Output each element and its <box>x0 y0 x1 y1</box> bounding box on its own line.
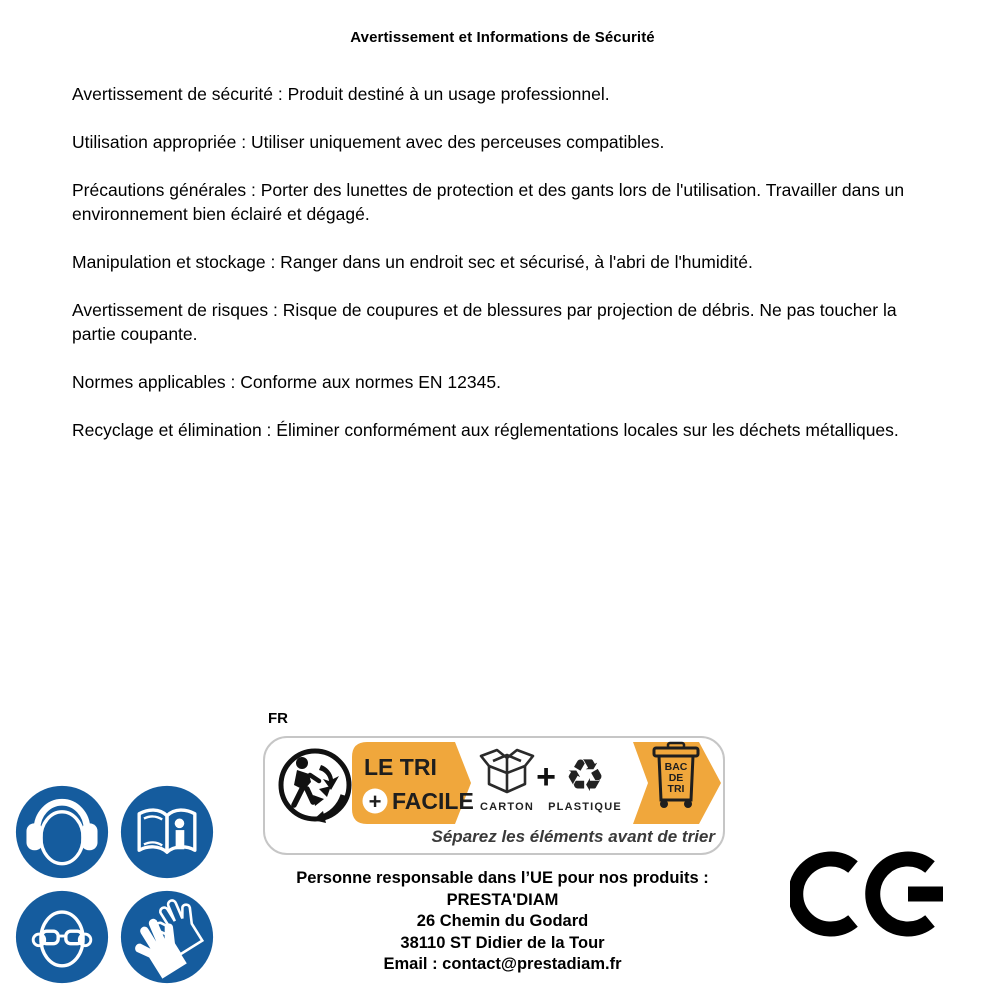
ce-marking-icon <box>790 841 960 947</box>
responsible-intro-line: Personne responsable dans l’UE pour nos produits : <box>296 869 709 887</box>
sorting-tagline: Séparez les éléments avant de trier <box>431 827 715 846</box>
address-city: 38110 ST Didier de la Tour <box>400 933 605 952</box>
materials-plus-sign: + <box>536 758 556 796</box>
bin-label-line1: BAC <box>664 761 688 773</box>
paragraph-general-precautions: Précautions générales : Porter des lunettes de protection et des gants lors de l'utilisation. Travailler dans un environnement bien éclairé et dégagé. <box>72 180 905 224</box>
safety-text-block <box>72 82 938 466</box>
paragraph-risk-warning: Avertissement de risques : Risque de coupures et de blessures par projection de débris. Ne pas toucher la partie coupante. <box>72 300 897 344</box>
info-tri-banner <box>263 736 725 855</box>
bin-label-line3: TRI <box>667 783 685 795</box>
paragraph-recycling: Recyclage et élimination : Éliminer conformément aux réglementations locales sur les déchets métalliques. <box>72 420 899 440</box>
carton-label: CARTON <box>479 801 535 813</box>
page-title: Avertissement et Informations de Sécurité <box>350 29 655 46</box>
address-street: 26 Chemin du Godard <box>416 912 589 930</box>
plus-circle-sign: + <box>368 789 382 814</box>
contact-email: Email : contact@prestadiam.fr <box>383 955 622 973</box>
tri-facile-top-label: LE TRI <box>364 754 437 780</box>
triman-icon <box>281 751 349 823</box>
bin-label-line2: DE <box>668 772 684 784</box>
ear-protection-icon <box>14 784 110 880</box>
read-manual-icon <box>119 784 215 880</box>
tri-facile-bottom-label: FACILE <box>392 788 474 814</box>
paragraph-handling-storage: Manipulation et stockage : Ranger dans un endroit sec et sécurisé, à l'abri de l'humidité. <box>72 252 753 272</box>
company-name: PRESTA'DIAM <box>446 890 559 909</box>
plastic-recycle-icon: ♻ <box>564 750 606 801</box>
paragraph-safety-warning: Avertissement de sécurité : Produit destiné à un usage professionnel. <box>72 84 610 104</box>
carton-box-icon <box>481 750 533 792</box>
plastique-label: PLASTIQUE <box>548 801 622 813</box>
paragraph-standards: Normes applicables : Conforme aux normes EN 12345. <box>72 372 501 392</box>
fr-country-label: FR <box>268 710 288 727</box>
paragraph-appropriate-use: Utilisation appropriée : Utiliser uniquement avec des perceuses compatibles. <box>72 132 665 152</box>
